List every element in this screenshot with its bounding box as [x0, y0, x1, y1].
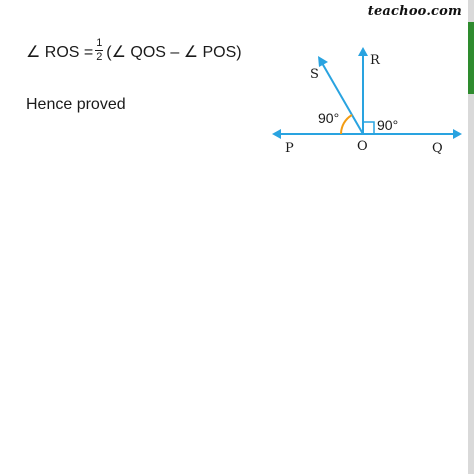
- hence-proved-text: Hence proved: [26, 96, 126, 113]
- fraction-numerator: 1: [96, 37, 103, 49]
- teachoo-logo: teachoo.com: [367, 4, 462, 19]
- equation-rhs: (∠ QOS – ∠ POS): [106, 43, 242, 61]
- fraction-denominator: 2: [96, 51, 103, 63]
- angle-arc-pos: [341, 115, 352, 134]
- label-r: R: [370, 53, 380, 68]
- label-s: S: [310, 67, 319, 82]
- equation-lhs: ∠ ROS =: [26, 43, 94, 61]
- arrow-head-q: [453, 129, 462, 139]
- angle-pos-label: 90°: [318, 110, 340, 126]
- right-angle-marker: [363, 122, 374, 134]
- label-p: P: [285, 141, 294, 156]
- arrow-head-p: [272, 129, 281, 139]
- label-o: O: [357, 139, 368, 154]
- angle-qor-label: 90°: [377, 117, 399, 133]
- arrow-head-r: [358, 47, 368, 56]
- label-q: Q: [432, 141, 443, 156]
